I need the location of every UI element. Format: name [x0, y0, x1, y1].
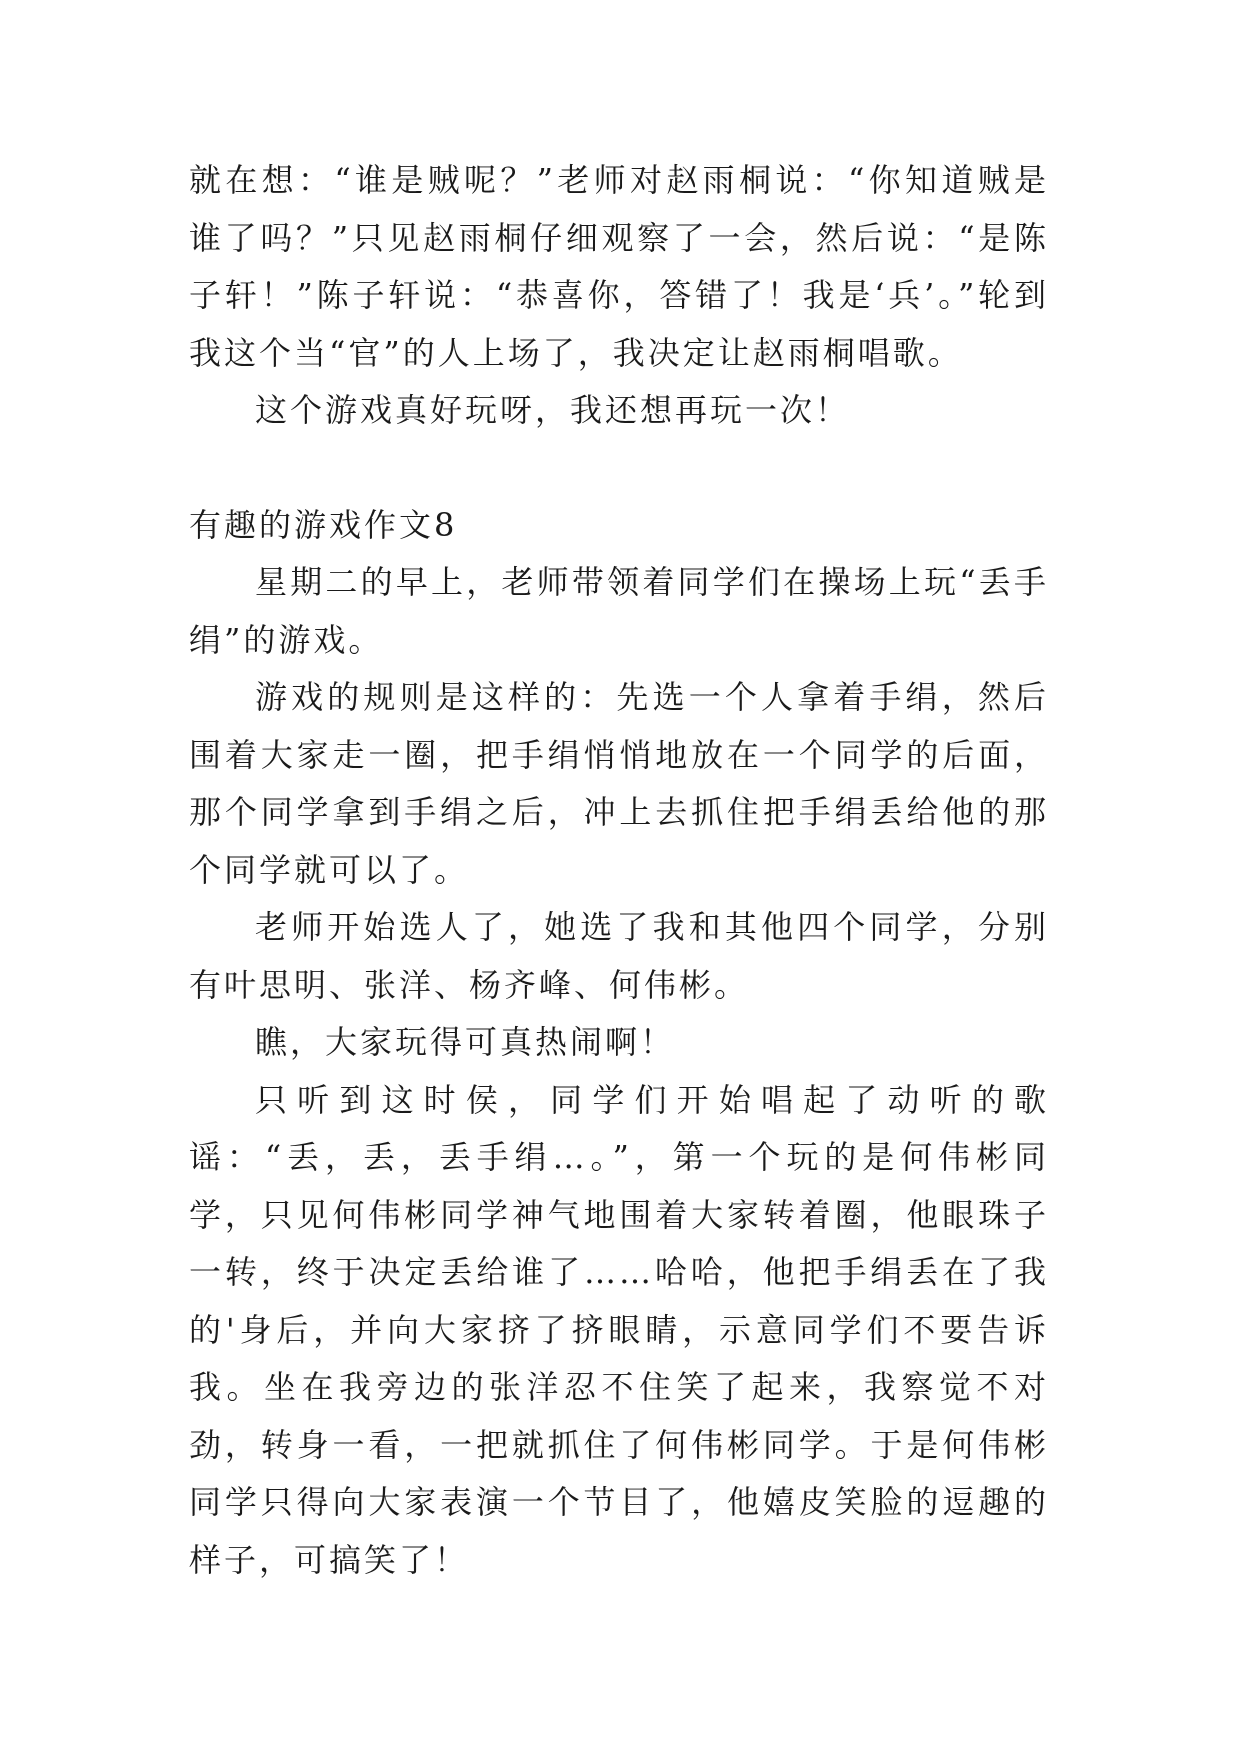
- paragraph-4: 瞧，大家玩得可真热闹啊！: [255, 1023, 676, 1061]
- section-spacer: [189, 440, 1049, 497]
- paragraph-5: 只听到这时侯，同学们开始唱起了动听的歌谣：“丢，丢，丢手绢…。”，第一个玩的是何伟彬同学，只见何伟彬同学神气地围着大家转着圈，他眼珠子一转，终于决定丢给谁了……哈哈，他把手绢丢在了我的'身后，并向大家挤了挤眼睛，示意同学们不要告诉我。坐在我旁边的张洋忍不住笑了起来，我察觉不对劲，转身一看，一把就抓住了何伟彬同学。于是何伟彬同学只得向大家表演一个节目了，他嬉皮笑脸的逗趣的样子，可搞笑了！: [189, 1080, 1049, 1579]
- paragraph-3: 老师开始选人了，她选了我和其他四个同学，分别有叶思明、张洋、杨齐峰、何伟彬。: [189, 908, 1049, 1004]
- paragraph-2: 游戏的规则是这样的：先选一个人拿着手绢，然后围着大家走一圈，把手绢悄悄地放在一个同学的后面，那个同学拿到手绢之后，冲上去抓住把手绢丢给他的那个同学就可以了。: [189, 678, 1049, 889]
- document-body: [189, 152, 1049, 1589]
- section-title: 有趣的游戏作文8: [189, 505, 458, 544]
- closing-paragraph: 这个游戏真好玩呀，我还想再玩一次！: [255, 391, 851, 429]
- paragraph-1: 星期二的早上，老师带领着同学们在操场上玩“丢手绢”的游戏。: [189, 563, 1049, 659]
- continuation-paragraph: 就在想：“谁是贼呢？”老师对赵雨桐说：“你知道贼是谁了吗？”只见赵雨桐仔细观察了一会，然后说：“是陈子轩！”陈子轩说：“恭喜你，答错了！我是‘兵’。”轮到我这个当“官”的人上场了，我决定让赵雨桐唱歌。: [189, 161, 1049, 372]
